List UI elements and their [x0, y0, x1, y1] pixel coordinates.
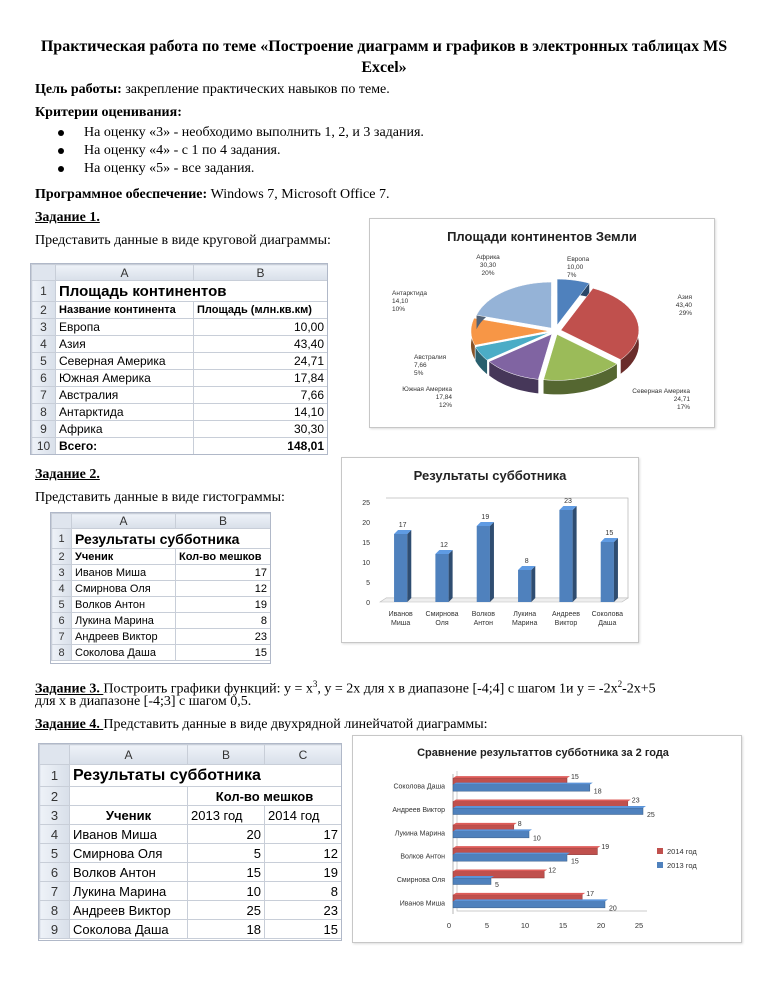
bullet-icon [58, 148, 64, 154]
pie-label-line: 7,66 [414, 362, 427, 369]
col-title: Кол-во мешков [176, 549, 271, 565]
pie-label [392, 290, 427, 313]
criteria-item [56, 142, 424, 160]
bar [453, 901, 605, 908]
data-label: 10 [533, 835, 541, 843]
corner-cell [32, 265, 56, 281]
bullet-icon [58, 130, 64, 136]
table-cell: 12 [176, 581, 271, 597]
y-tick-label: 25 [362, 500, 370, 507]
y-tick-label: Лукина Марина [394, 830, 445, 838]
bar-top [453, 806, 646, 808]
criteria-item-text: На оценку «5» - все задания. [84, 161, 255, 176]
task1-text: Представить данные в виде круговой диаграммы: [35, 233, 331, 248]
row-number: 1 [52, 529, 72, 549]
col-title: 2013 год [188, 806, 265, 825]
task4-text: Представить данные в виде двухрядной линейчатой диаграммы: [103, 717, 488, 732]
row-number: 3 [32, 319, 56, 336]
x-tick-label: Иванов [388, 611, 413, 618]
pie-label-line: 14,10 [392, 298, 409, 305]
pie-label [414, 354, 447, 377]
column-bar [435, 554, 448, 602]
pie-label [632, 388, 690, 411]
table-cell: Австралия [56, 387, 194, 404]
row-number: 9 [32, 421, 56, 438]
table-cell: Иванов Миша [72, 565, 176, 581]
x-tick-label: 15 [558, 921, 568, 930]
task2-text: Представить данные в виде гистограммы: [35, 490, 285, 505]
bar [453, 855, 567, 862]
spreadsheet-task4 [38, 743, 342, 941]
table-cell: Антарктида [56, 404, 194, 421]
column-bar-side [531, 566, 535, 602]
pie-label [402, 386, 452, 409]
pie-label [567, 256, 590, 279]
table-cell [70, 787, 188, 806]
spreadsheet-task1 [30, 263, 328, 455]
criteria-item-text: На оценку «4» - с 1 по 4 задания. [84, 143, 281, 158]
legend-label: 2013 год [667, 861, 697, 870]
table-cell: 17,84 [194, 370, 328, 387]
column-bar-side [449, 550, 453, 602]
sheet-title: Площадь континентов [56, 281, 328, 302]
bar-top [453, 829, 532, 831]
pie-label-line: 29% [678, 310, 692, 317]
row-number: 4 [52, 581, 72, 597]
y-tick-label: 0 [366, 600, 370, 607]
data-label: 20 [609, 905, 617, 913]
y-tick-label: Волков Антон [400, 853, 445, 861]
goal-text: закрепление практических навыков по теме. [121, 82, 390, 97]
y-tick-label: 5 [366, 580, 370, 587]
row-number: 8 [40, 901, 70, 920]
table-cell: 19 [176, 597, 271, 613]
table-cell: 8 [176, 613, 271, 629]
task2-heading: Задание 2. [35, 467, 100, 482]
row-number: 5 [52, 597, 72, 613]
col-title: Площадь (млн.кв.км) [194, 302, 328, 319]
task3-sup: 3 [312, 679, 318, 689]
chart-floor [380, 598, 628, 602]
table-cell: Соколова Даша [70, 920, 188, 939]
column-bar-side [407, 530, 411, 602]
table-cell: Южная Америка [56, 370, 194, 387]
data-label: 15 [571, 858, 579, 866]
pie-label-line: 10,00 [567, 264, 584, 271]
x-tick-label: Волков [471, 611, 495, 618]
col-header: C [265, 745, 342, 765]
data-label: 18 [593, 788, 602, 796]
group-header: Кол-во мешков [188, 787, 342, 806]
x-tick-label: Андреев [551, 611, 581, 618]
goal-line [35, 81, 390, 98]
column-bar [559, 510, 572, 602]
legend-swatch [657, 848, 663, 854]
column-bar [518, 570, 531, 602]
table-cell: Африка [56, 421, 194, 438]
x-tick-label: Антон [473, 620, 494, 627]
row-number: 4 [32, 336, 56, 353]
row-number: 4 [40, 825, 70, 844]
x-tick-label: Соколова [591, 611, 624, 618]
table-cell: 24,71 [194, 353, 328, 370]
col-title: 2014 год [265, 806, 342, 825]
table-cell: 15 [176, 645, 271, 661]
pie-label-line: Европа [567, 256, 590, 263]
column-bar [601, 542, 614, 602]
table-cell: 25 [188, 901, 265, 920]
x-tick-label: Оля [435, 620, 449, 627]
row-number: 3 [40, 806, 70, 825]
x-tick-label: Смирнова [425, 611, 459, 618]
bar-top [453, 846, 600, 848]
y-tick-label: Андреев Виктор [392, 807, 445, 814]
table-cell: Смирнова Оля [72, 581, 176, 597]
column-bar [477, 526, 490, 602]
legend-swatch [657, 862, 663, 868]
table-cell: 23 [176, 629, 271, 645]
table-cell: Лукина Марина [70, 882, 188, 901]
pie-label-line: Австралия [414, 354, 447, 361]
table-cell: Андреев Виктор [70, 901, 188, 920]
pie-chart [369, 218, 715, 428]
bar-top [453, 783, 593, 785]
pie-chart-svg [370, 219, 714, 427]
data-label: 23 [631, 797, 640, 805]
sheet-title: Результаты субботника [70, 765, 342, 787]
bar [453, 785, 590, 792]
task4-line [35, 716, 488, 733]
task4-heading: Задание 4. [35, 717, 104, 732]
data-label: 19 [601, 844, 610, 852]
table-cell: 8 [265, 882, 342, 901]
task1-heading: Задание 1. [35, 210, 100, 225]
task3-heading: Задание 3. [35, 681, 104, 697]
data-label: 23 [564, 498, 572, 505]
total-label: Всего: [56, 438, 194, 455]
y-tick-label: Смирнова Оля [396, 877, 445, 884]
column-bar-side [490, 522, 494, 602]
x-tick-label: Миша [391, 620, 411, 627]
bar [453, 878, 491, 885]
task3-line2: для x в диапазоне [-4;3] с шагом 0,5. [35, 694, 252, 709]
row-number: 7 [52, 629, 72, 645]
col-header: A [72, 514, 176, 529]
data-label: 19 [481, 514, 490, 521]
bar-top [453, 823, 517, 825]
x-tick-label: Марина [511, 620, 538, 627]
chart-wall [457, 771, 647, 911]
table-cell: Соколова Даша [72, 645, 176, 661]
criteria-label: Критерии оценивания: [35, 105, 182, 120]
column-bar-side [614, 538, 618, 602]
pie-label-line: 20% [481, 270, 495, 277]
row-number: 6 [32, 370, 56, 387]
task3-text: , y = 2x для x в диапазоне [-4;4] с шагом 1и y = -2x [317, 681, 618, 697]
bullet-icon [58, 166, 64, 172]
y-tick-label: 10 [362, 560, 370, 567]
table-cell: 15 [265, 920, 342, 939]
table-cell: Волков Антон [72, 597, 176, 613]
bar-top [453, 899, 608, 901]
row-number: 3 [52, 565, 72, 581]
corner-cell [52, 514, 72, 529]
col-title: Ученик [72, 549, 176, 565]
pie-label-line: 5% [414, 370, 424, 377]
row-number: 5 [32, 353, 56, 370]
row-number: 7 [40, 882, 70, 901]
task3-text: -2x+5 [622, 681, 656, 697]
bar-top [453, 800, 631, 802]
table-cell: 14,10 [194, 404, 328, 421]
table-cell: 10 [188, 882, 265, 901]
data-label: 25 [647, 812, 655, 819]
corner-cell [40, 745, 70, 765]
table-cell: Европа [56, 319, 194, 336]
column-chart-svg [342, 458, 638, 642]
pie-label-line: 10% [392, 306, 406, 313]
table-cell: 12 [265, 844, 342, 863]
bar-chart [352, 735, 742, 943]
pie-label-line: Северная Америка [632, 388, 690, 395]
col-header: B [194, 265, 328, 281]
data-label: 17 [586, 890, 594, 898]
criteria-item [56, 160, 424, 178]
row-number: 2 [52, 549, 72, 565]
bar-top [453, 876, 494, 878]
x-tick-label: Лукина [513, 611, 537, 618]
task3-sup: 2 [617, 679, 623, 689]
row-number: 8 [52, 645, 72, 661]
chart-title: Площади континентов Земли [447, 229, 637, 244]
bar-top [453, 853, 570, 855]
data-label: 12 [440, 542, 448, 549]
col-title: Название континента [56, 302, 194, 319]
table-cell: Иванов Миша [70, 825, 188, 844]
chart-wall [386, 498, 628, 598]
row-number: 2 [32, 302, 56, 319]
legend-label: 2014 год [667, 847, 697, 856]
chart-title: Сравнение результаттов субботника за 2 года [417, 747, 669, 759]
table-cell: 18 [188, 920, 265, 939]
x-tick-label: 25 [634, 921, 644, 930]
column-bar-side [573, 506, 577, 602]
software-text: Windows 7, Microsoft Office 7. [207, 187, 390, 202]
pie-label-line: Южная Америка [402, 386, 452, 393]
table-cell: Азия [56, 336, 194, 353]
bar [453, 808, 643, 815]
row-number: 9 [40, 920, 70, 939]
bar-top [453, 870, 547, 872]
x-tick-label: 10 [520, 921, 530, 930]
row-number: 8 [32, 404, 56, 421]
bar-chart-svg [353, 736, 741, 942]
pie-label [676, 294, 693, 317]
pie-label-line: 17,84 [435, 394, 452, 401]
pie-label [476, 254, 500, 277]
x-tick-label: Даша [598, 620, 617, 627]
table-cell: 23 [265, 901, 342, 920]
chart-title: Результаты субботника [413, 468, 567, 483]
criteria-item-text: На оценку «3» - необходимо выполнить 1, 2, и 3 задания. [84, 125, 424, 140]
y-tick-label: Иванов Миша [399, 900, 445, 908]
bar-top [453, 893, 585, 895]
sheet-title: Результаты субботника [72, 529, 271, 549]
col-header: A [56, 265, 194, 281]
pie-label-line: Антарктида [392, 290, 427, 297]
software-label: Программное обеспечение: [35, 187, 208, 202]
bar-top [453, 776, 570, 778]
pie-label-line: 12% [438, 402, 452, 409]
row-number: 6 [52, 613, 72, 629]
table-cell: 43,40 [194, 336, 328, 353]
table-cell: Волков Антон [70, 863, 188, 882]
table-cell: 10,00 [194, 319, 328, 336]
data-label: 12 [548, 867, 556, 875]
bar [453, 831, 529, 838]
table-cell: 17 [176, 565, 271, 581]
row-number: 6 [40, 863, 70, 882]
table-cell: Лукина Марина [72, 613, 176, 629]
column-bar [394, 534, 407, 602]
data-label: 15 [605, 530, 614, 537]
data-label: 5 [495, 882, 499, 889]
row-number: 2 [40, 787, 70, 806]
column-chart [341, 457, 639, 643]
table-cell: 19 [265, 863, 342, 882]
pie-label-line: 17% [676, 404, 690, 411]
pie-label-line: 30,30 [479, 262, 497, 269]
page-title: Практическая работа по теме «Построение диаграмм и графиков в электронных таблицах MS Excel» [40, 38, 728, 76]
table-cell: 5 [188, 844, 265, 863]
row-number: 5 [40, 844, 70, 863]
table-cell: Смирнова Оля [70, 844, 188, 863]
row-number: 1 [32, 281, 56, 302]
table-cell: Северная Америка [56, 353, 194, 370]
data-label: 8 [524, 558, 529, 565]
table-cell: Андреев Виктор [72, 629, 176, 645]
data-label: 17 [398, 522, 407, 529]
x-tick-label: 0 [446, 921, 452, 930]
x-tick-label: 20 [596, 921, 606, 930]
col-title: Ученик [70, 806, 188, 825]
table-cell: 7,66 [194, 387, 328, 404]
col-header: B [188, 745, 265, 765]
row-number: 7 [32, 387, 56, 404]
table-cell: 30,30 [194, 421, 328, 438]
x-tick-label: 5 [484, 921, 490, 930]
goal-label: Цель работы: [35, 82, 122, 97]
row-number: 10 [32, 438, 56, 455]
pie-label-line: 7% [567, 272, 577, 279]
software-line [35, 186, 389, 203]
spreadsheet-task2 [50, 512, 271, 664]
table-cell: 20 [188, 825, 265, 844]
total-value: 148,01 [194, 438, 328, 455]
data-label: 15 [571, 774, 579, 782]
task3-text: Построить графики функций: y = x [103, 681, 313, 697]
criteria-item [56, 124, 424, 142]
row-number: 1 [40, 765, 70, 787]
x-tick-label: Виктор [554, 620, 578, 627]
criteria-list [56, 124, 424, 178]
y-tick-label: 15 [362, 540, 370, 547]
y-tick-label: Соколова Даша [393, 783, 445, 791]
y-tick-label: 20 [362, 520, 370, 527]
pie-label-line: Азия [677, 294, 692, 301]
table-cell: 15 [188, 863, 265, 882]
col-header: B [176, 514, 271, 529]
table-cell: 17 [265, 825, 342, 844]
data-label: 8 [517, 820, 522, 828]
col-header: A [70, 745, 188, 765]
pie-label-line: Африка [476, 254, 500, 261]
pie-label-line: 43,40 [675, 302, 692, 309]
pie-label-line: 24,71 [673, 396, 690, 403]
